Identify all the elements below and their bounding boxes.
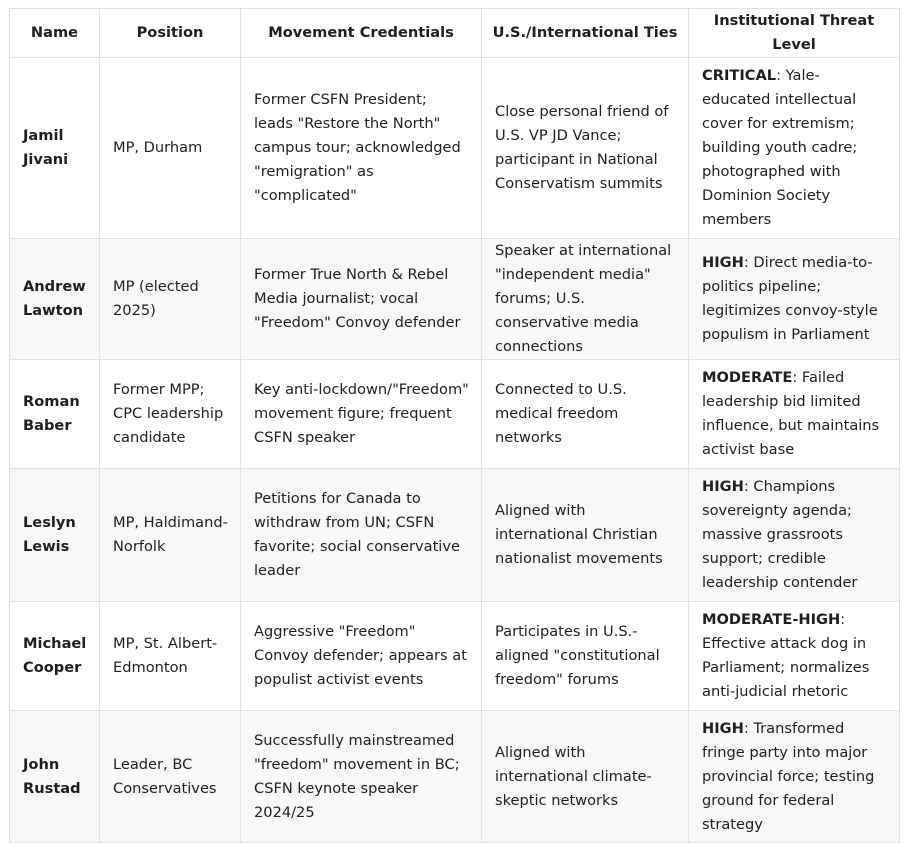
cell-threat <box>689 469 900 602</box>
cell-credentials: Petitions for Canada to withdraw from UN; CSFN favorite; social conservative leader <box>241 469 482 602</box>
table-row <box>10 58 900 239</box>
threat-description: : Yale-educated intellectual cover for extremism; building youth cadre; photographed with Dominion Society members <box>702 67 858 228</box>
table-header-row <box>10 9 900 58</box>
header-name: Name <box>10 9 100 58</box>
threat-level-label: HIGH <box>702 719 744 737</box>
cell-threat <box>689 360 900 469</box>
cell-ties: Aligned with international Christian nationalist movements <box>482 469 689 602</box>
cell-ties: Close personal friend of U.S. VP JD Vance; participant in National Conservatism summits <box>482 58 689 239</box>
cell-credentials: Former CSFN President; leads "Restore the North" campus tour; acknowledged "remigration" as "complicated" <box>241 58 482 239</box>
threat-description: : Transformed fringe party into major provincial force; testing ground for federal strategy <box>702 719 875 833</box>
threat-level-label: MODERATE <box>702 369 793 386</box>
threat-description: : Effective attack dog in Parliament; normalizes anti-judicial rhetoric <box>702 611 870 700</box>
cell-threat <box>689 711 900 843</box>
threat-level-label: CRITICAL <box>702 67 777 84</box>
cell-ties: Speaker at international "independent media" forums; U.S. conservative media connections <box>482 239 689 360</box>
threat-level-label: MODERATE-HIGH <box>702 611 841 628</box>
threat-level-label: HIGH <box>702 254 744 271</box>
header-threat-level: Institutional Threat Level <box>689 9 900 58</box>
cell-name: Michael Cooper <box>10 602 100 711</box>
cell-credentials: Successfully mainstreamed "freedom" movement in BC; CSFN keynote speaker 2024/25 <box>241 711 482 843</box>
cell-position: MP, Haldimand-Norfolk <box>100 469 241 602</box>
table-row <box>10 239 900 360</box>
cell-credentials: Key anti-lockdown/"Freedom" movement figure; frequent CSFN speaker <box>241 360 482 469</box>
cell-name: Jamil Jivani <box>10 58 100 239</box>
threat-level-label: HIGH <box>702 478 744 495</box>
cell-credentials: Aggressive "Freedom" Convoy defender; appears at populist activist events <box>241 602 482 711</box>
cell-position: MP (elected 2025) <box>100 239 241 360</box>
threat-description: : Direct media-to-politics pipeline; legitimizes convoy-style populism in Parliament <box>702 254 878 343</box>
cell-name: John Rustad <box>10 711 100 843</box>
cell-threat <box>689 239 900 360</box>
table-row <box>10 602 900 711</box>
table-row <box>10 711 900 843</box>
table-row <box>10 360 900 469</box>
threat-description: : Champions sovereignty agenda; massive grassroots support; credible leadership contender <box>702 478 858 591</box>
cell-position: Former MPP; CPC leadership candidate <box>100 360 241 469</box>
politicians-table <box>9 8 900 843</box>
cell-position: MP, Durham <box>100 58 241 239</box>
header-position: Position <box>100 9 241 58</box>
threat-description: : Failed leadership bid limited influence, but maintains activist base <box>702 369 880 458</box>
cell-name: Roman Baber <box>10 360 100 469</box>
header-international-ties: U.S./International Ties <box>482 9 689 58</box>
cell-position: MP, St. Albert-Edmonton <box>100 602 241 711</box>
cell-name: Andrew Lawton <box>10 239 100 360</box>
cell-threat <box>689 58 900 239</box>
cell-threat <box>689 602 900 711</box>
header-movement-credentials: Movement Credentials <box>241 9 482 58</box>
cell-position: Leader, BC Conservatives <box>100 711 241 843</box>
table-row <box>10 469 900 602</box>
cell-ties: Participates in U.S.-aligned "constitutional freedom" forums <box>482 602 689 711</box>
cell-ties: Connected to U.S. medical freedom networks <box>482 360 689 469</box>
cell-ties: Aligned with international climate-skeptic networks <box>482 711 689 843</box>
cell-name: Leslyn Lewis <box>10 469 100 602</box>
cell-credentials: Former True North & Rebel Media journalist; vocal "Freedom" Convoy defender <box>241 239 482 360</box>
